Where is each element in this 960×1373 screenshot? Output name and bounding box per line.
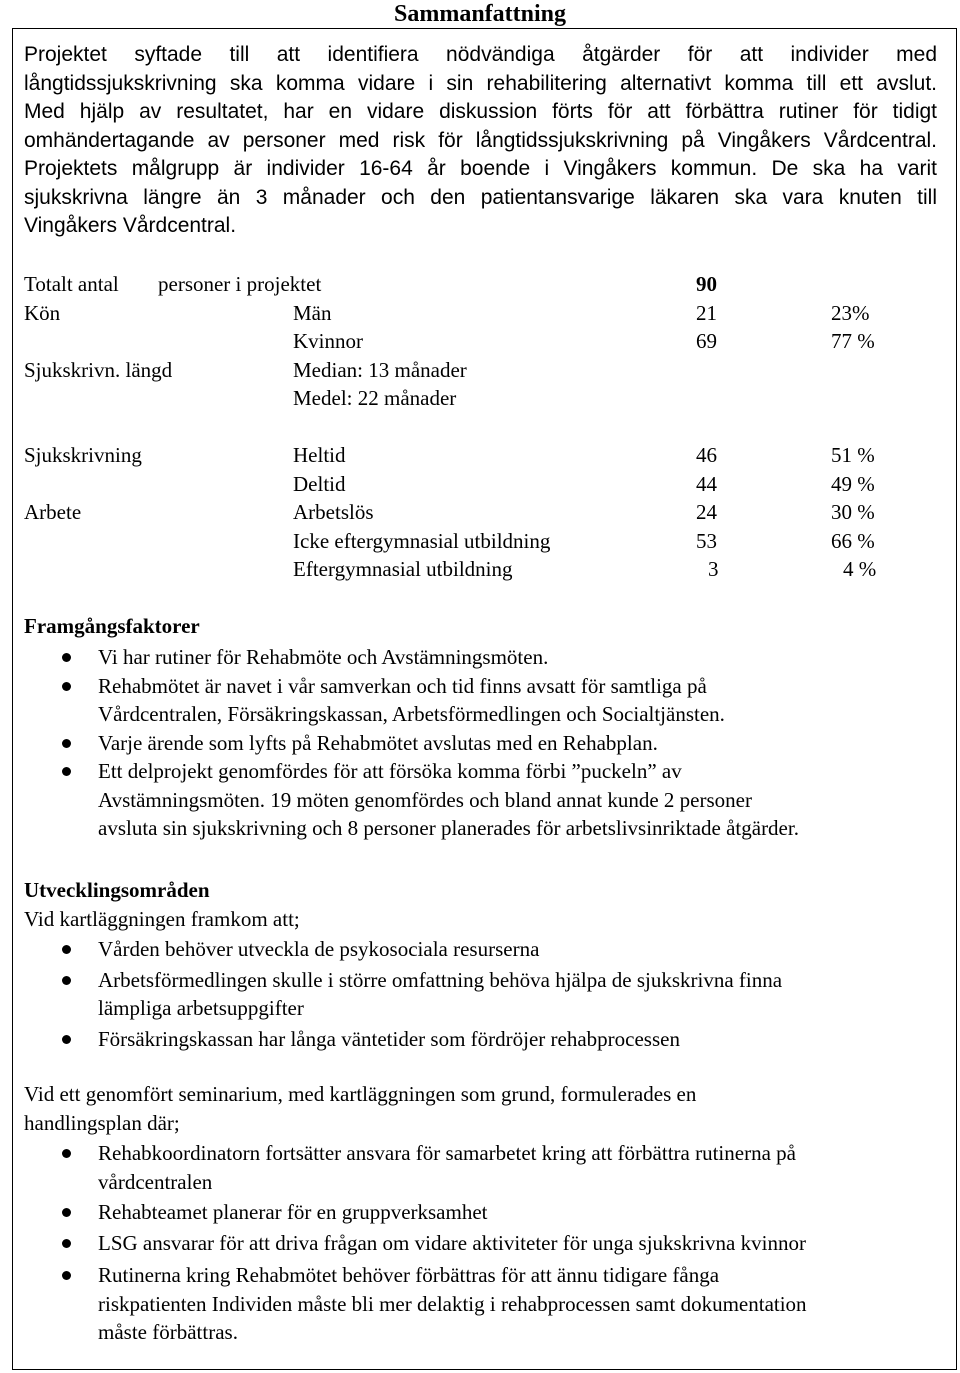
list-item-text: lämpliga arbetsuppgifter <box>98 996 304 1020</box>
stat-label: Totalt antal <box>24 272 119 296</box>
list-item-text: Vården behöver utveckla de psykosociala resurserna <box>98 937 540 961</box>
stat-label: Arbete <box>24 500 82 524</box>
list-item <box>24 1198 937 1227</box>
stat-value: 21 <box>696 300 717 325</box>
list-item-text: Varje ärende som lyfts på Rehabmötet avslutas med en Rehabplan. <box>98 730 658 755</box>
intro-line: Vingåkers Vårdcentral. <box>24 214 237 237</box>
list-item-text: Rehabmötet är navet i vår samverkan och tid finns avsatt för samtliga på <box>98 673 707 698</box>
stat-percent: 66 % <box>831 528 875 553</box>
list-item-text: Arbetsförmedlingen skulle i större omfattning behöva hjälpa de sjukskrivna finna <box>98 967 783 992</box>
stat-label: personer i projektet <box>158 272 322 296</box>
list-item-text: Vi har rutiner för Rehabmöte och Avstämningsmöten. <box>98 645 549 669</box>
stat-value: 24 <box>696 500 717 524</box>
list-item-text: Försäkringskassan har långa väntetider som fördröjer rehabprocessen <box>98 1026 680 1051</box>
list-item-text: vårdcentralen <box>98 1169 213 1194</box>
list-item-text: Rehabteamet planerar för en gruppverksamhet <box>98 1200 488 1224</box>
stat-sublabel: Icke eftergymnasial utbildning <box>293 528 551 553</box>
list-item <box>24 729 937 758</box>
stats-table <box>24 270 937 590</box>
stat-label: Sjukskrivning <box>24 443 142 467</box>
utveckling-intro: Vid kartläggningen framkom att; <box>24 907 300 931</box>
stat-sublabel: Eftergymnasial utbildning <box>293 557 513 581</box>
stat-value: 53 <box>696 528 717 553</box>
list-item <box>24 643 937 672</box>
list-item <box>24 935 937 964</box>
stat-sublabel: Median: 13 månader <box>293 357 467 382</box>
stat-value: 3 <box>708 557 719 581</box>
stat-percent: 30 % <box>831 500 875 524</box>
list-item <box>24 1139 937 1196</box>
stat-sublabel: Deltid <box>293 471 346 496</box>
intro-text: Projektets målgrupp är individer 16-64 år boende i Vingåkers kommun. <box>24 157 758 180</box>
framgang-list <box>24 643 937 843</box>
section-heading-utveckling: Utvecklingsområden <box>24 878 210 902</box>
list-item <box>24 757 937 843</box>
intro-line: sjukskrivna längre än 3 månader och den patientansvarige läkaren ska vara knuten till <box>24 185 937 209</box>
seminarium-intro-line: Vid ett genomfört seminarium, med kartläggningen som grund, formulerades en <box>24 1082 697 1106</box>
list-item <box>24 1261 937 1347</box>
intro-line <box>24 155 937 184</box>
list-item <box>24 1229 937 1258</box>
stat-sublabel: Arbetslös <box>293 500 374 524</box>
intro-line: omhändertagande av personer med risk för långtidssjukskrivning på Vingåkers Vårdcentral. <box>24 128 937 152</box>
stat-sublabel: Heltid <box>293 443 346 467</box>
list-item-text: måste förbättras. <box>98 1320 238 1344</box>
intro-paragraph <box>24 41 937 241</box>
list-item-text: avsluta sin sjukskrivning och 8 personer planerades för arbetslivsinriktade åtgärder. <box>98 816 799 840</box>
list-item-text: Ett delprojekt genomfördes för att försöka komma förbi ”puckeln” av <box>98 759 682 783</box>
list-item-text: riskpatienten Individen måste bli mer delaktig i rehabprocessen samt dokumentation <box>98 1291 807 1316</box>
stat-percent: 49 % <box>831 471 875 496</box>
stat-percent: 51 % <box>831 443 875 467</box>
stat-label: Kön <box>24 300 61 325</box>
stat-sublabel: Kvinnor <box>293 329 363 353</box>
seminarium-intro-line: handlingsplan där; <box>24 1110 180 1135</box>
utveckling-list <box>24 935 937 1053</box>
section-heading-framgang: Framgångsfaktorer <box>24 614 200 638</box>
stat-percent: 23% <box>831 300 870 325</box>
stat-percent: 77 % <box>831 329 875 353</box>
intro-line: Med hjälp av resultatet, har en vidare diskussion förts för att förbättra rutiner för tidigt <box>24 100 937 123</box>
page-title: Sammanfattning <box>393 1 567 27</box>
list-item-text: Rutinerna kring Rehabmötet behöver förbättras för att ännu tidigare fånga <box>98 1263 720 1287</box>
list-item <box>24 672 937 729</box>
stat-value: 46 <box>696 443 717 467</box>
list-item-text: Rehabkoordinatorn fortsätter ansvara för samarbetet kring att förbättra rutinerna på <box>98 1141 796 1165</box>
stat-percent: 4 % <box>843 557 877 581</box>
stat-sublabel: Medel: 22 månader <box>293 386 457 410</box>
seminarium-intro <box>24 1080 937 1137</box>
list-item-text: Vårdcentralen, Försäkringskassan, Arbetsförmedlingen och Socialtjänsten. <box>98 702 725 726</box>
intro-line: Projektet syftade till att identifiera nödvändiga åtgärder för att individer med <box>24 43 937 66</box>
stat-value: 69 <box>696 329 717 353</box>
stat-value: 90 <box>696 272 717 296</box>
intro-text: De ska ha varit <box>771 157 937 180</box>
stat-label: Sjukskrivn. längd <box>24 357 173 382</box>
seminarium-list <box>24 1139 937 1347</box>
list-item <box>24 1025 937 1054</box>
intro-line: långtidssjukskrivning ska komma vidare i sin rehabilitering alternativt komma till ett avslut. <box>24 71 937 95</box>
stat-value: 44 <box>696 471 717 496</box>
stat-sublabel: Män <box>293 300 332 325</box>
list-item-text: Avstämningsmöten. 19 möten genomfördes och bland annat kunde 2 personer <box>98 787 752 812</box>
list-item <box>24 966 937 1023</box>
list-item-text: LSG ansvarar för att driva frågan om vidare aktiviteter för unga sjukskrivna kvinnor <box>98 1230 806 1255</box>
